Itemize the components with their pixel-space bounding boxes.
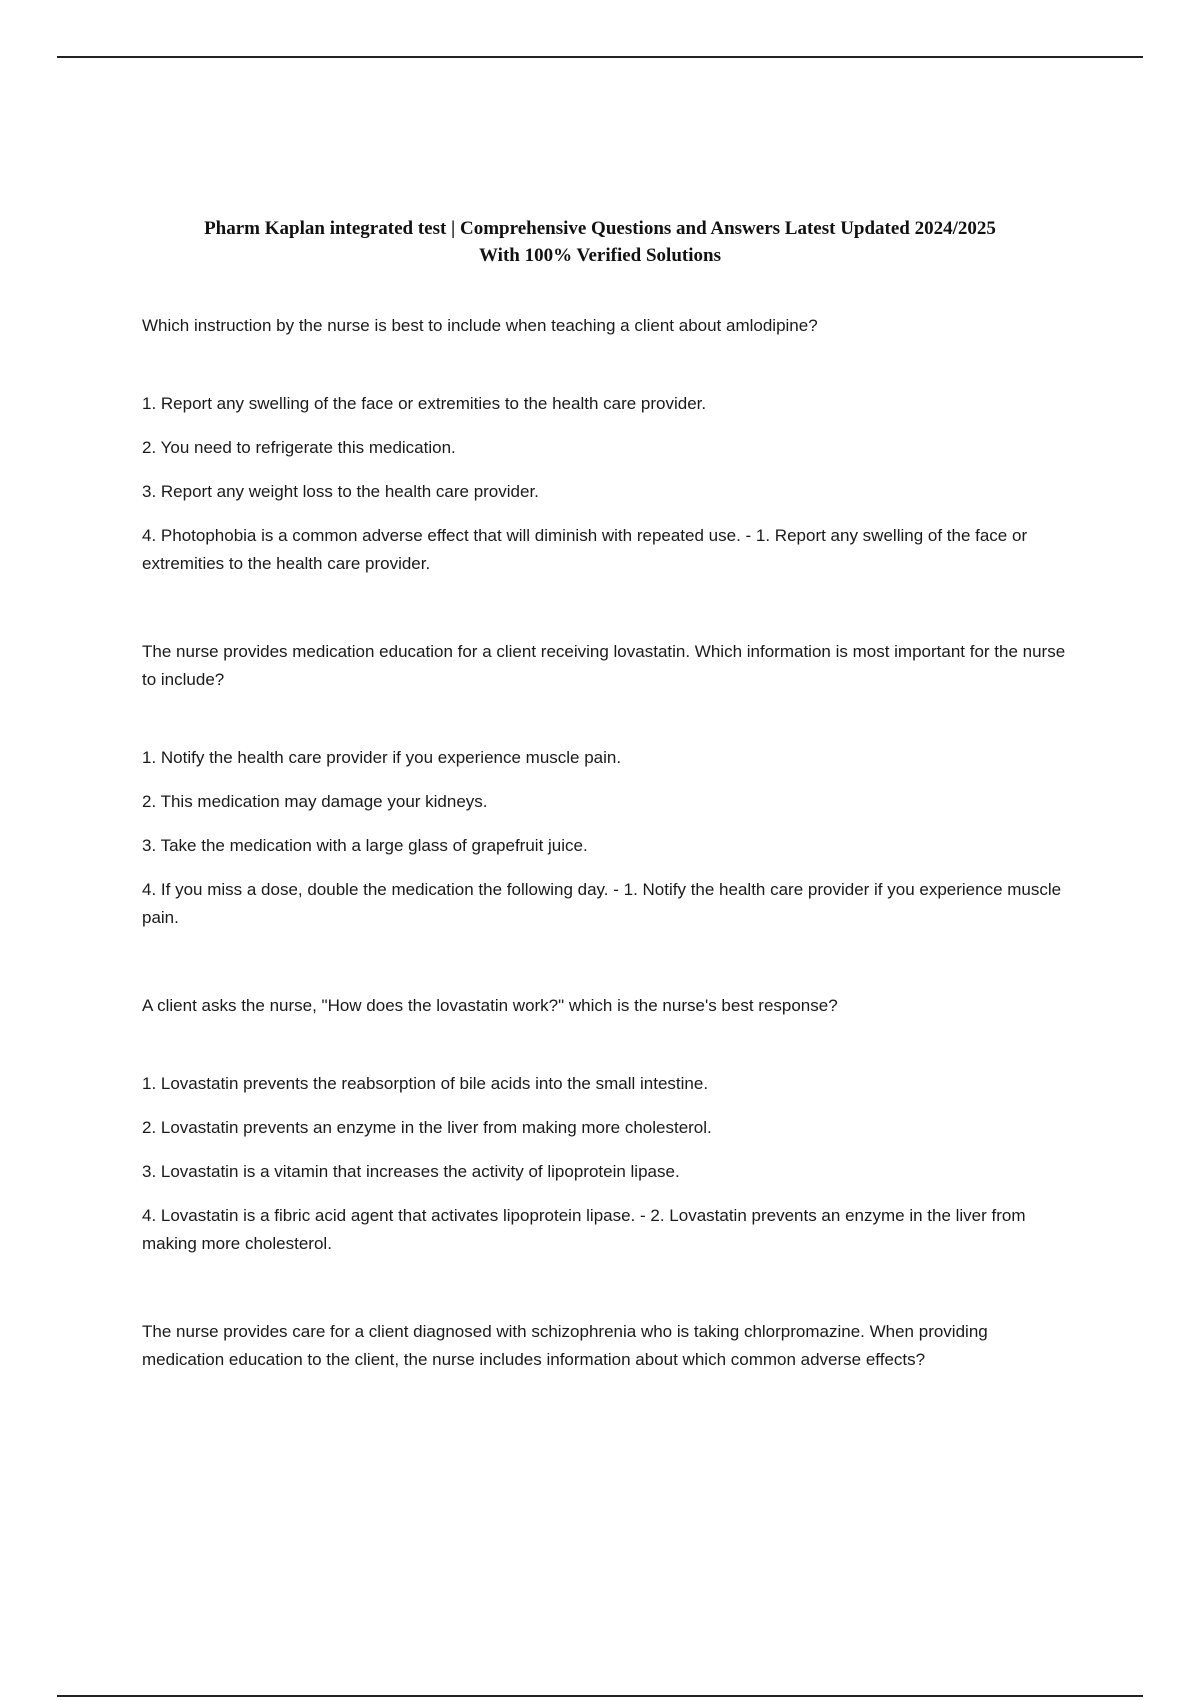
answer-option: 3. Take the medication with a large glass of grapefruit juice. bbox=[142, 836, 588, 855]
bottom-rule bbox=[57, 1695, 1143, 1697]
title-line-2: With 100% Verified Solutions bbox=[479, 245, 721, 266]
answer-options bbox=[142, 1070, 1072, 1258]
answer-option: 2. Lovastatin prevents an enzyme in the liver from making more cholesterol. bbox=[142, 1118, 712, 1137]
question-block-1 bbox=[142, 312, 1072, 578]
question-block-3 bbox=[142, 992, 1072, 1258]
question-block-4 bbox=[142, 1318, 1072, 1374]
question-block-2 bbox=[142, 638, 1072, 932]
answer-options bbox=[142, 744, 1072, 932]
answer-option: 2. You need to refrigerate this medication. bbox=[142, 438, 456, 457]
answer-option: 1. Notify the health care provider if you experience muscle pain. bbox=[142, 748, 622, 767]
answer-option: 1. Report any swelling of the face or extremities to the health care provider. bbox=[142, 394, 707, 413]
question-text: The nurse provides medication education for a client receiving lovastatin. Which information is most important for the nurse to include? bbox=[142, 642, 1066, 689]
answer-options bbox=[142, 390, 1072, 578]
answer-option: 2. This medication may damage your kidneys. bbox=[142, 792, 488, 811]
document-body bbox=[142, 312, 1072, 1434]
question-text: Which instruction by the nurse is best to include when teaching a client about amlodipine? bbox=[142, 316, 818, 335]
top-rule bbox=[57, 56, 1143, 58]
answer-option: 4. If you miss a dose, double the medication the following day. - 1. Notify the health care provider if you experience muscle pain. bbox=[142, 880, 1062, 927]
answer-option: 1. Lovastatin prevents the reabsorption of bile acids into the small intestine. bbox=[142, 1074, 709, 1093]
answer-option: 4. Lovastatin is a fibric acid agent that activates lipoprotein lipase. - 2. Lovastatin prevents an enzyme in the liver from making more cholesterol. bbox=[142, 1206, 1026, 1253]
answer-option: 4. Photophobia is a common adverse effect that will diminish with repeated use. - 1. Report any swelling of the face or extremities to the health care provider. bbox=[142, 526, 1028, 573]
question-text: The nurse provides care for a client diagnosed with schizophrenia who is taking chlorpromazine. When providing medication education to the client, the nurse includes information about which common adverse effects? bbox=[142, 1322, 988, 1369]
question-text: A client asks the nurse, "How does the lovastatin work?" which is the nurse's best response? bbox=[142, 996, 838, 1015]
answer-option: 3. Lovastatin is a vitamin that increases the activity of lipoprotein lipase. bbox=[142, 1162, 680, 1181]
document-title bbox=[140, 215, 1060, 269]
title-line-1: Pharm Kaplan integrated test | Comprehensive Questions and Answers Latest Updated 2024/2025 bbox=[204, 218, 996, 239]
answer-option: 3. Report any weight loss to the health care provider. bbox=[142, 482, 539, 501]
